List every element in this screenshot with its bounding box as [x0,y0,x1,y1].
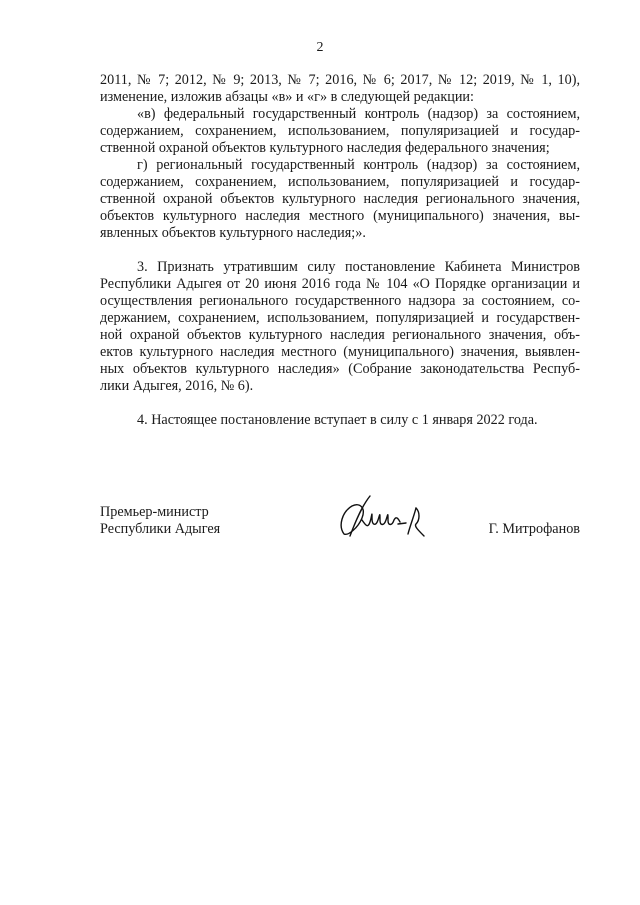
signatory-title-line: Республики Адыгея [100,521,221,537]
text-line: лики Адыгея, 2016, № 6). [100,378,254,394]
paragraph-v [100,106,580,157]
text-line: ектов культурного наследия местного (муниципального) значения, выявлен- [100,344,580,360]
text-line: изменение, изложив абзацы «в» и «г» в следующей редакции: [100,89,474,105]
signatory-title [100,504,220,538]
text-line: содержанием, сохранением, использованием, популяризацией и государ- [100,123,580,139]
signature-block [100,504,580,544]
paragraph-3 [100,259,580,395]
text-line: ных объектов культурного наследия» (Собрание законодательства Респуб- [100,361,580,377]
text-line: 3. Признать утратившим силу постановление Кабинета Министров [137,259,580,275]
text-line: ственной охраной объектов культурного наследия федерального значения; [100,140,550,156]
handwritten-signature [336,490,436,546]
paragraph-g [100,157,580,242]
text-line: осуществления регионального государственного надзора за состоянием, со- [100,293,580,309]
signatory-name: Г. Митрофанов [488,521,580,537]
signatory-title-line: Премьер-министр [100,504,209,520]
text-line: ной охраной объектов культурного наследия регионального значения, объ- [100,327,580,343]
paragraph-intro [100,72,580,106]
text-line: Республики Адыгея от 20 июня 2016 года № 104 «О Порядке организации и [100,276,580,292]
text-line: «в) федеральный государственный контроль (надзор) за состоянием, [137,106,580,122]
text-line: 4. Настоящее постановление вступает в силу с 1 января 2022 года. [137,412,538,428]
page-number: 2 [316,40,324,55]
paragraph-4 [100,412,580,429]
text-line: держанием, сохранением, использованием, популяризацией и государствен- [100,310,580,326]
text-line: ственной охраной объектов культурного наследия регионального значения, [100,191,580,207]
text-line: г) региональный государственный контроль (надзор) за состоянием, [137,157,580,173]
text-line: явленных объектов культурного наследия;». [100,225,366,241]
text-line: объектов культурного наследия местного (муниципального) значения, вы- [100,208,580,224]
text-line: 2011, № 7; 2012, № 9; 2013, № 7; 2016, № 6; 2017, № 12; 2019, № 1, 10), [100,72,580,88]
text-line: содержанием, сохранением, использованием, популяризацией и государ- [100,174,580,190]
